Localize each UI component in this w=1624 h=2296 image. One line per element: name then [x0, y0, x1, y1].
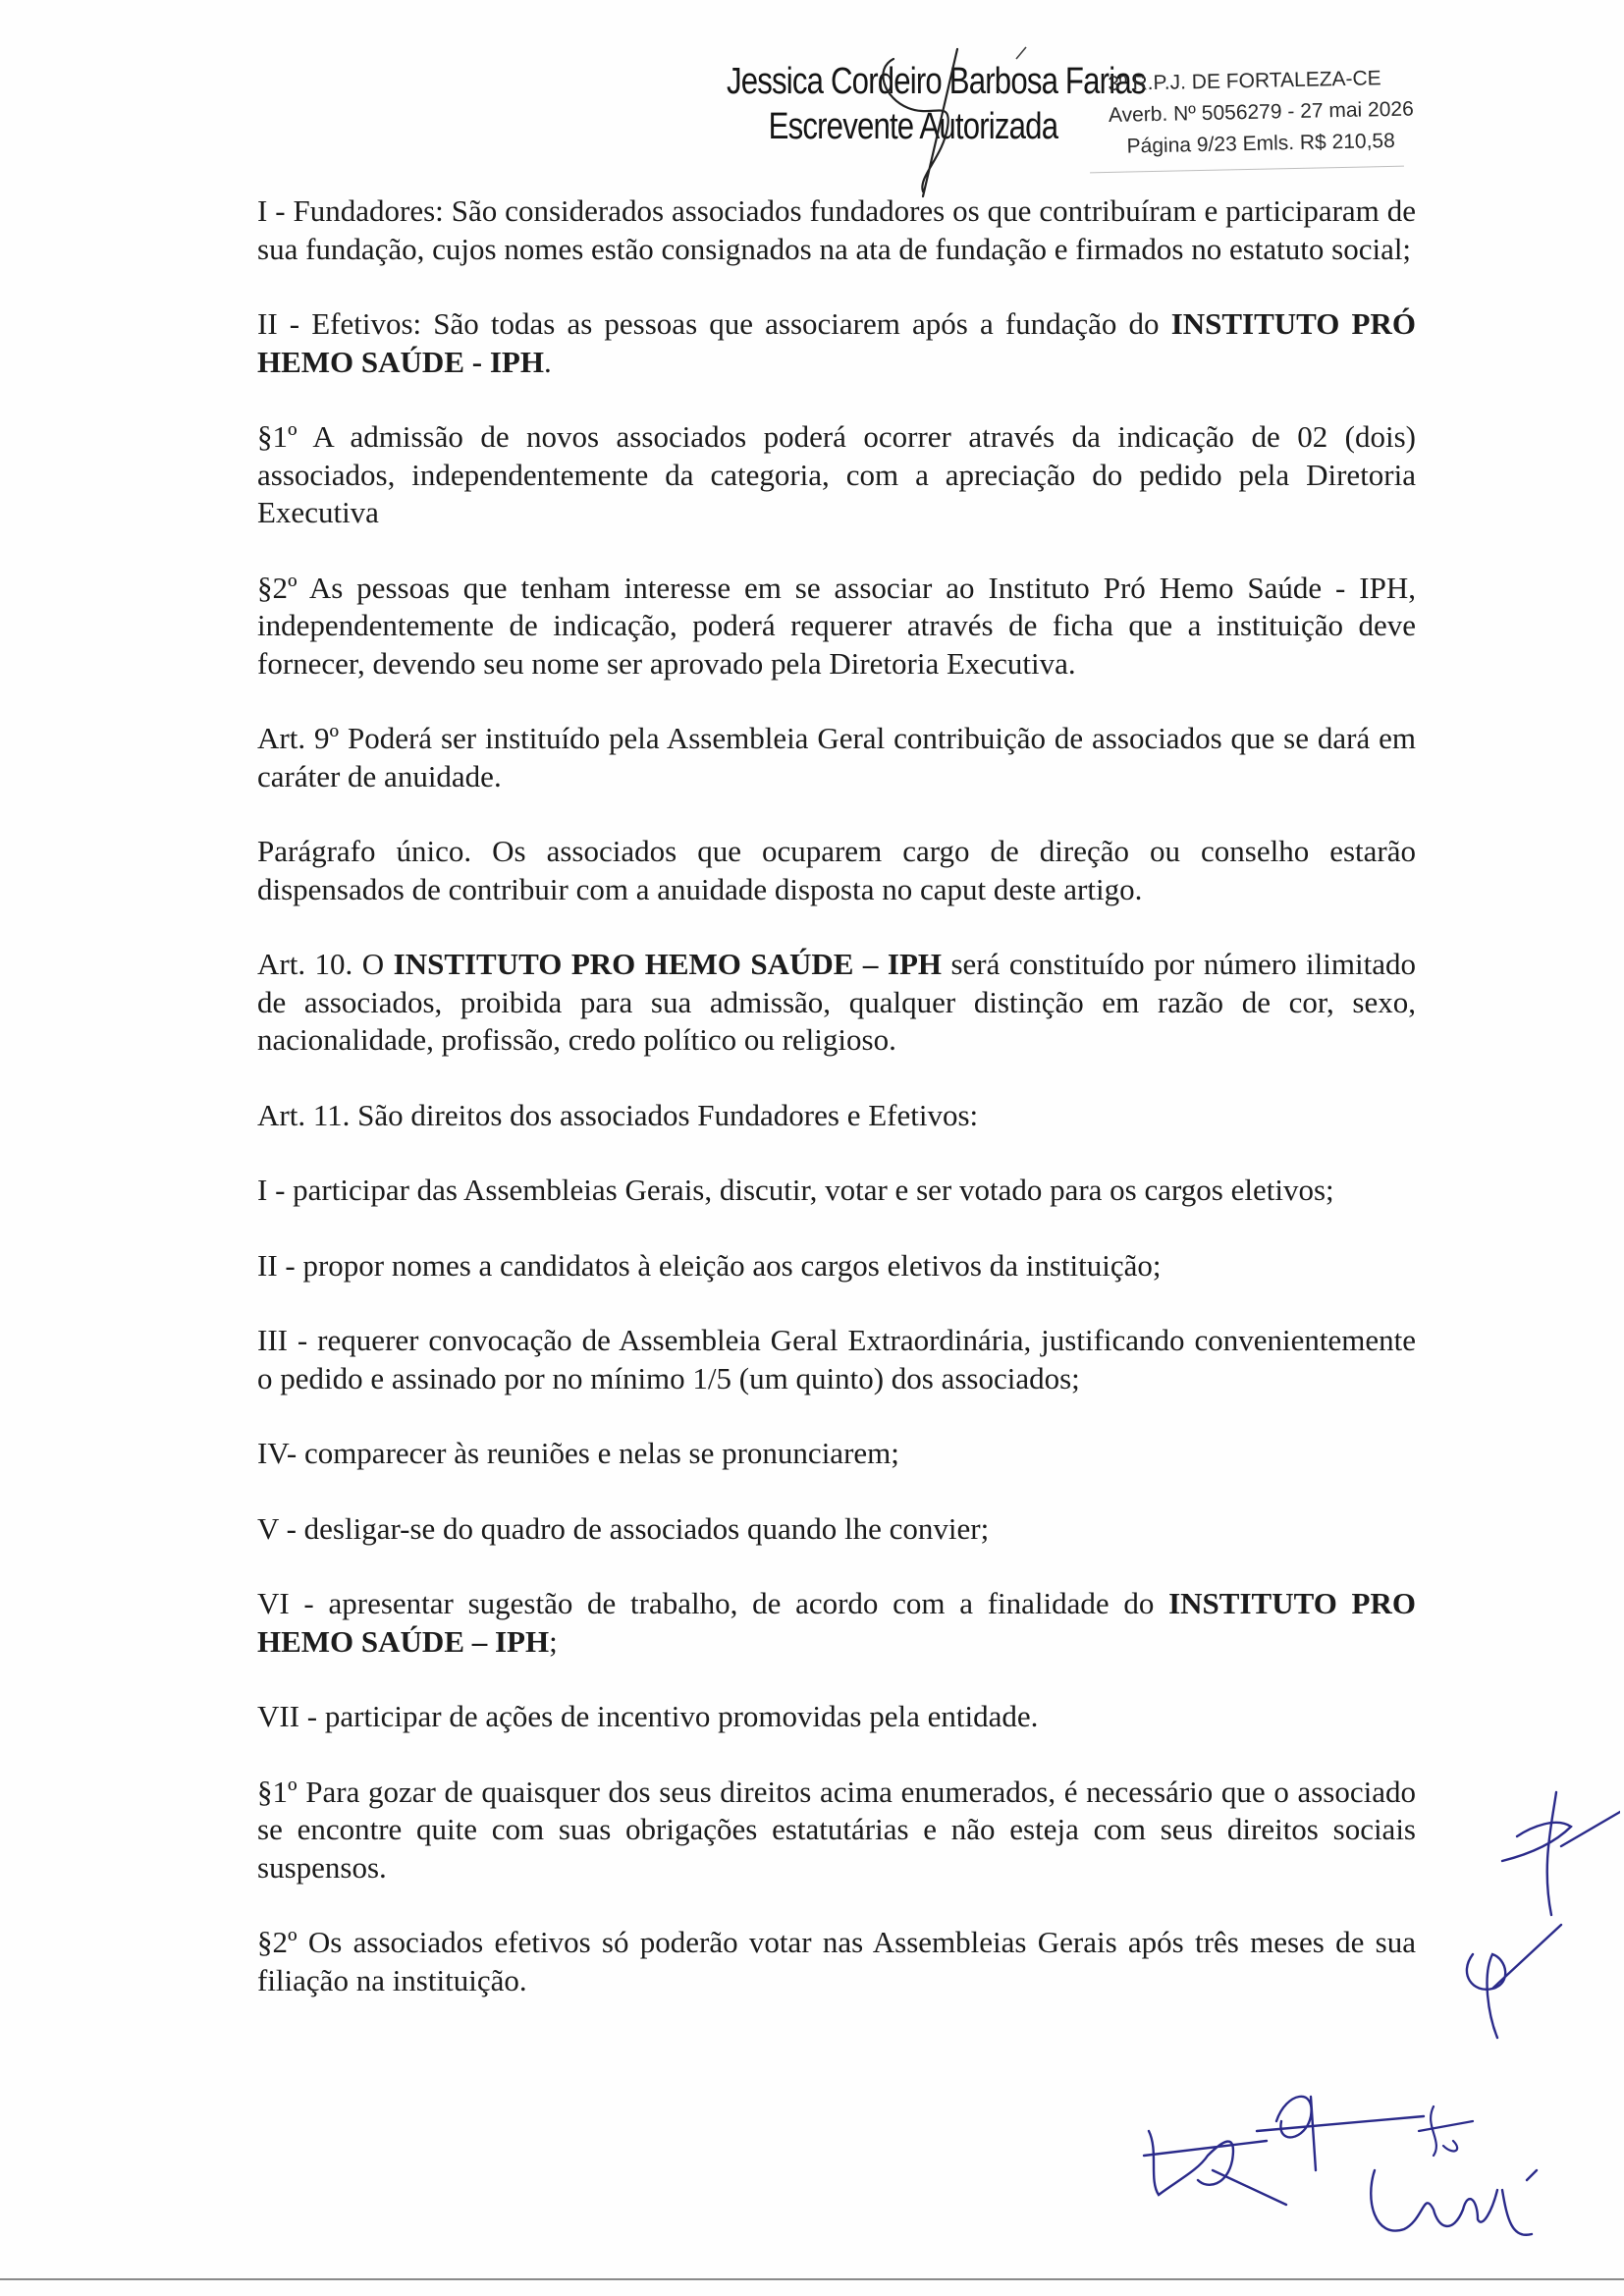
paragraph: VII - participar de ações de incentivo promovidas pela entidade.	[257, 1699, 1039, 1733]
paragraph-text: VI - apresentar sugestão de trabalho, de acordo com a finalidade do	[257, 1586, 1169, 1620]
margin-rubric-1	[1463, 1787, 1620, 1925]
paragraph: §2º Os associados efetivos só poderão votar nas Assembleias Gerais após três meses de sua filiação na instituição.	[257, 1925, 1416, 1997]
paragraph-text: .	[543, 344, 552, 379]
margin-rubric-2	[1453, 1915, 1591, 2052]
notary-stamp-role: Escrevente Autorizada	[768, 106, 1058, 147]
paragraph: III - requerer convocação de Assembleia Geral Extraordinária, justificando convenientemente o pedido e assinado por no mínimo 1/5 (um quinto) dos associados;	[257, 1323, 1416, 1395]
notary-signature	[864, 39, 1031, 206]
institute-name-bold: INSTITUTO PRÓ HEMO SAÚDE - IPH	[257, 306, 1416, 379]
paragraph	[257, 946, 1416, 1060]
institute-name-bold: INSTITUTO PRO HEMO SAÚDE – IPH	[257, 1586, 1416, 1659]
institute-name-bold: INSTITUTO PRO HEMO SAÚDE – IPH	[393, 947, 942, 981]
paragraph	[257, 305, 1416, 381]
paragraph-text: ;	[549, 1623, 558, 1659]
notary-stamp-name: Jessica Cordeiro Barbosa Farias	[727, 61, 1146, 102]
paragraph: §2º As pessoas que tenham interesse em se associar ao Instituto Pró Hemo Saúde - IPH, independentemente de indicação, poderá requerer através de ficha que a instituição deve fornecer, devendo seu nome ser aprovado pela Diretoria Executiva.	[257, 570, 1416, 681]
document-body	[257, 192, 1416, 2037]
paragraph: I - participar das Assembleias Gerais, discutir, votar e ser votado para os cargos eletivos;	[257, 1173, 1334, 1207]
paragraph: Art. 9º Poderá ser instituído pela Assembleia Geral contribuição de associados que se dará em caráter de anuidade.	[257, 721, 1416, 793]
paragraph-text: Art. 10. O	[257, 947, 394, 981]
paragraph: IV- comparecer às reuniões e nelas se pronunciarem;	[257, 1436, 899, 1470]
paragraph: V - desligar-se do quadro de associados quando lhe convier;	[257, 1510, 990, 1546]
page-bottom-edge	[0, 2278, 1624, 2280]
bottom-signatures	[1139, 2062, 1551, 2269]
paragraph: §1º Para gozar de quaisquer dos seus direitos acima enumerados, é necessário que o associado se encontre quite com suas obrigações estatutárias e não esteja com seus direitos sociais suspensos.	[257, 1774, 1416, 1885]
registry-office: 3º R.P.J. DE FORTALEZA-CE	[1108, 67, 1381, 95]
registry-page: Página 9/23 Emls. R$ 210,58	[1126, 129, 1396, 158]
paragraph	[257, 1585, 1416, 1661]
paragraph-text: será constituído por número ilimitado de associados, proibida para sua admissão, qualquer distinção em razão de cor, sexo, nacionalidade, profissão, credo político ou religioso.	[257, 947, 1416, 1057]
registry-averb: Averb. Nº 5056279 - 27 mai 2026	[1108, 97, 1414, 127]
registry-stamp	[1108, 62, 1415, 162]
paragraph: Art. 11. São direitos dos associados Fundadores e Efetivos:	[257, 1097, 979, 1132]
paragraph: §1º A admissão de novos associados poderá ocorrer através da indicação de 02 (dois) associados, independentemente da categoria, com a apreciação do pedido pela Diretoria Executiva	[257, 419, 1416, 529]
paragraph: I - Fundadores: São considerados associados fundadores os que contribuíram e participaram de sua fundação, cujos nomes estão consignados na ata de fundação e firmados no estatuto social;	[257, 193, 1416, 266]
paragraph: Parágrafo único. Os associados que ocuparem cargo de direção ou conselho estarão dispensados de contribuir com a anuidade disposta no caput deste artigo.	[257, 834, 1416, 906]
paragraph: II - propor nomes a candidatos à eleição aos cargos eletivos da instituição;	[257, 1247, 1162, 1283]
paragraph-text: II - Efetivos: São todas as pessoas que associarem após a fundação do	[257, 306, 1171, 341]
